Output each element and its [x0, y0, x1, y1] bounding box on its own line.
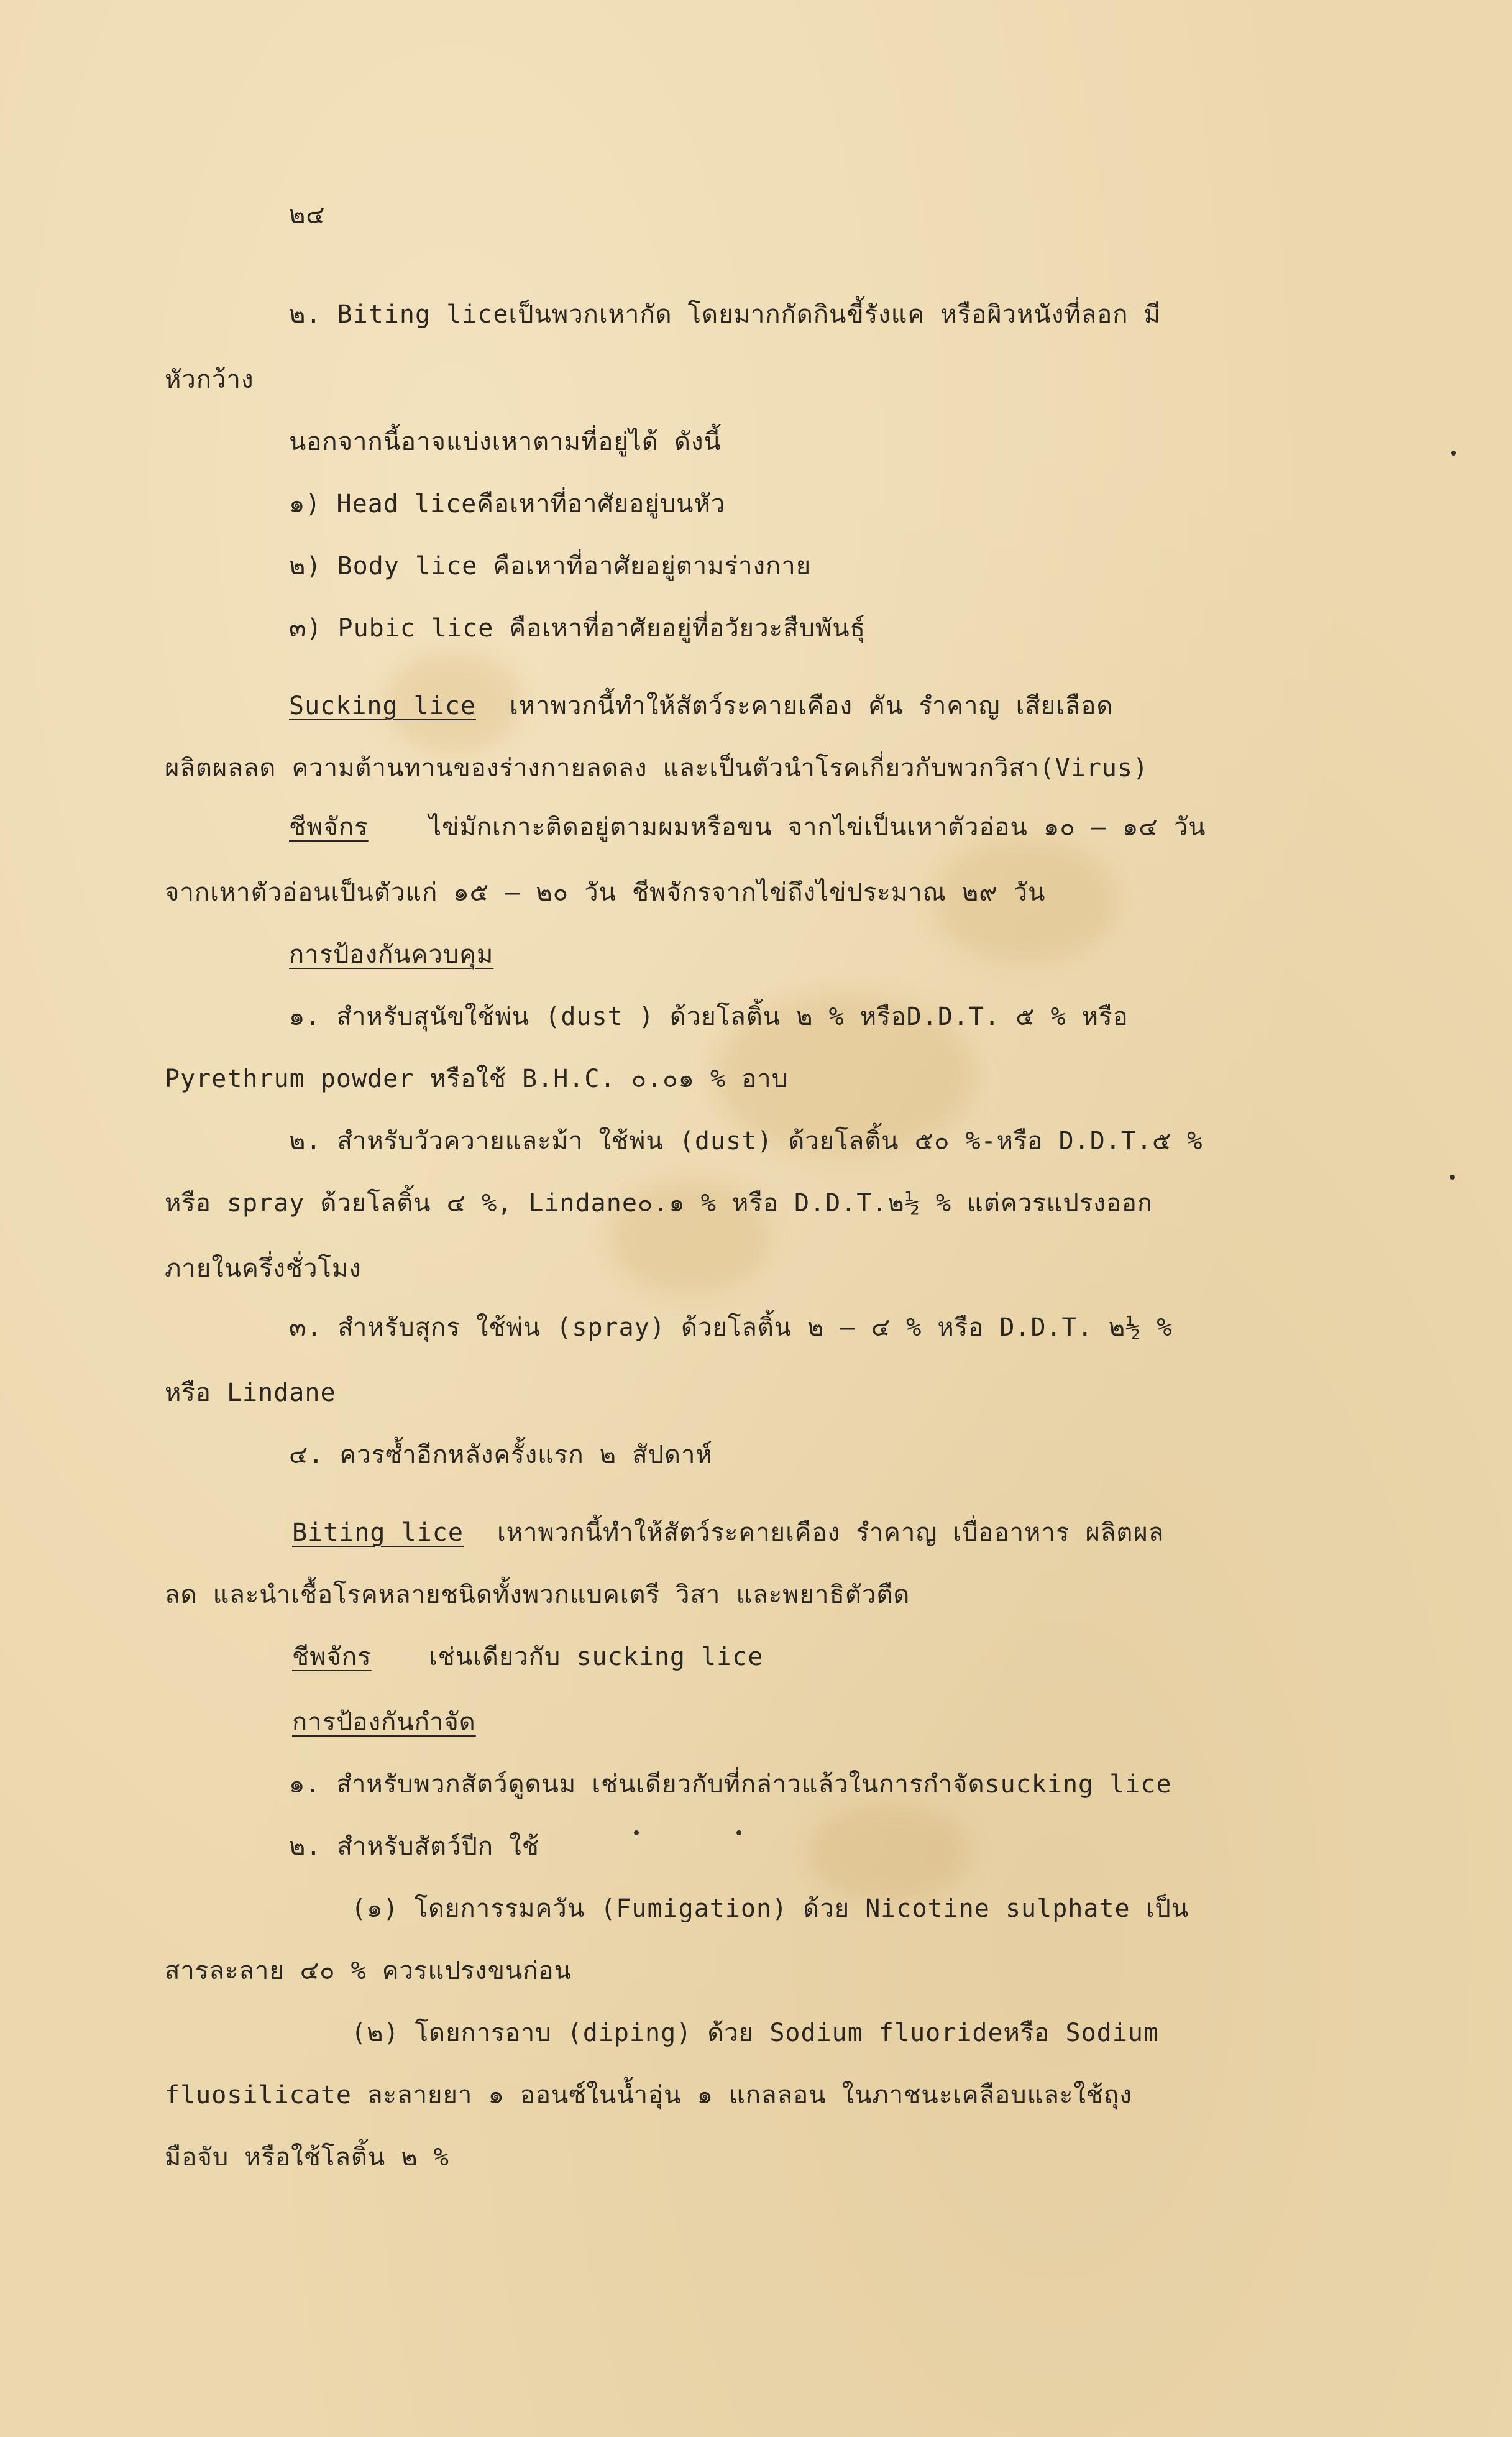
section-heading-sucking-lice: Sucking lice [289, 692, 476, 720]
speck-mark [1451, 451, 1456, 456]
paragraph-line: หรือ spray ด้วยโลติ้น ๔ %, Lindane๐.๑ % หรือ D.D.T.๒½ % แต่ควรแปรงออก [165, 1189, 1153, 1218]
subheading-eradication: การป้องกันกำจัด [292, 1708, 476, 1737]
list-item: (๒) โดยการอาบ (diping) ด้วย Sodium fluorideหรือ Sodium [351, 2019, 1160, 2047]
list-item: (๑) โดยการรมควัน (Fumigation) ด้วย Nicotine sulphate เป็น [351, 1894, 1189, 1923]
paragraph-line: fluosilicate ละลายยา ๑ ออนซ์ในน้ำอุ่น ๑ แกลลอน ในภาชนะเคลือบและใช้ถุง [165, 2081, 1132, 2109]
paragraph-line: สารละลาย ๔๐ % ควรแปรงขนก่อน [165, 1957, 572, 1985]
subheading-life-cycle-2: ชีพจักร [292, 1643, 372, 1671]
speck-mark [1450, 1175, 1455, 1180]
list-item: ๔. ควรซ้ำอีกหลังครั้งแรก ๒ สัปดาห์ [289, 1441, 713, 1469]
paragraph-line: จากเหาตัวอ่อนเป็นตัวแก่ ๑๕ – ๒๐ วัน ชีพจักรจากไข่ถึงไข่ประมาณ ๒๙ วัน [165, 878, 1046, 907]
paragraph-line: ไข่มักเกาะติดอยู่ตามผมหรือขน จากไข่เป็นเหาตัวอ่อน ๑๐ – ๑๔ วัน [429, 813, 1206, 842]
paragraph-line: เหาพวกนี้ทำให้สัตว์ระคายเคือง คัน รำคาญ เสียเลือด [510, 692, 1114, 720]
subheading-life-cycle: ชีพจักร [289, 813, 369, 842]
list-item: ๓) Pubic lice คือเหาที่อาศัยอยู่ที่อวัยวะสืบพันธุ์ [289, 614, 866, 643]
paragraph-line: เหาพวกนี้ทำให้สัตว์ระคายเคือง รำคาญ เบื่ออาหาร ผลิตผล [497, 1518, 1165, 1547]
paragraph-line: หรือ Lindane [165, 1379, 336, 1407]
subheading-control: การป้องกันควบคุม [289, 940, 494, 969]
list-item: ๒) Body lice คือเหาที่อาศัยอยู่ตามร่างกาย [289, 552, 812, 581]
paragraph-line: Pyrethrum powder หรือใช้ B.H.C. ๐.๐๑ % อาบ [165, 1065, 789, 1093]
section-heading-biting-lice: Biting lice [292, 1518, 464, 1547]
speck-mark [736, 1830, 741, 1835]
paragraph-line: มือจับ หรือใช้โลติ้น ๒ % [165, 2143, 449, 2172]
paragraph-line: ผลิตผลลด ความต้านทานของร่างกายลดลง และเป็นตัวนำโรคเกี่ยวกับพวกวิสา(Virus) [165, 754, 1149, 783]
list-item: ๑. สำหรับพวกสัตว์ดูดนม เช่นเดียวกับที่กล่าวแล้วในการกำจัดsucking lice [289, 1770, 1172, 1799]
paragraph-line: ภายในครึ่งชั่วโมง [165, 1254, 362, 1283]
page-number: ๒๔ [289, 201, 326, 229]
list-item: ๑) Head liceคือเหาที่อาศัยอยู่บนหัว [289, 490, 726, 518]
list-item: ๑. สำหรับสุนัขใช้พ่น (dust ) ด้วยโลติ้น ๒ % หรือD.D.T. ๕ % หรือ [289, 1003, 1129, 1031]
list-item: ๒. สำหรับวัวควายและม้า ใช้พ่น (dust) ด้วยโลติ้น ๕๐ %-หรือ D.D.T.๕ % [289, 1127, 1203, 1155]
paragraph-line: หัวกว้าง [165, 365, 254, 394]
paragraph-line: เช่นเดียวกับ sucking lice [429, 1643, 764, 1671]
speck-mark [634, 1830, 639, 1835]
paragraph-line: ๒. Biting liceเป็นพวกเหากัด โดยมากกัดกินขี้รังแค หรือผิวหนังที่ลอก มี [289, 300, 1161, 329]
paragraph-line: ลด และนำเชื้อโรคหลายชนิดทั้งพวกแบคเตรี วิสา และพยาธิตัวตืด [165, 1581, 910, 1609]
list-item: ๒. สำหรับสัตว์ปีก ใช้ [289, 1832, 539, 1861]
paragraph-line: นอกจากนี้อาจแบ่งเหาตามที่อยู่ได้ ดังนี้ [289, 428, 722, 456]
list-item: ๓. สำหรับสุกร ใช้พ่น (spray) ด้วยโลติ้น ๒ – ๔ % หรือ D.D.T. ๒½ % [289, 1313, 1173, 1342]
